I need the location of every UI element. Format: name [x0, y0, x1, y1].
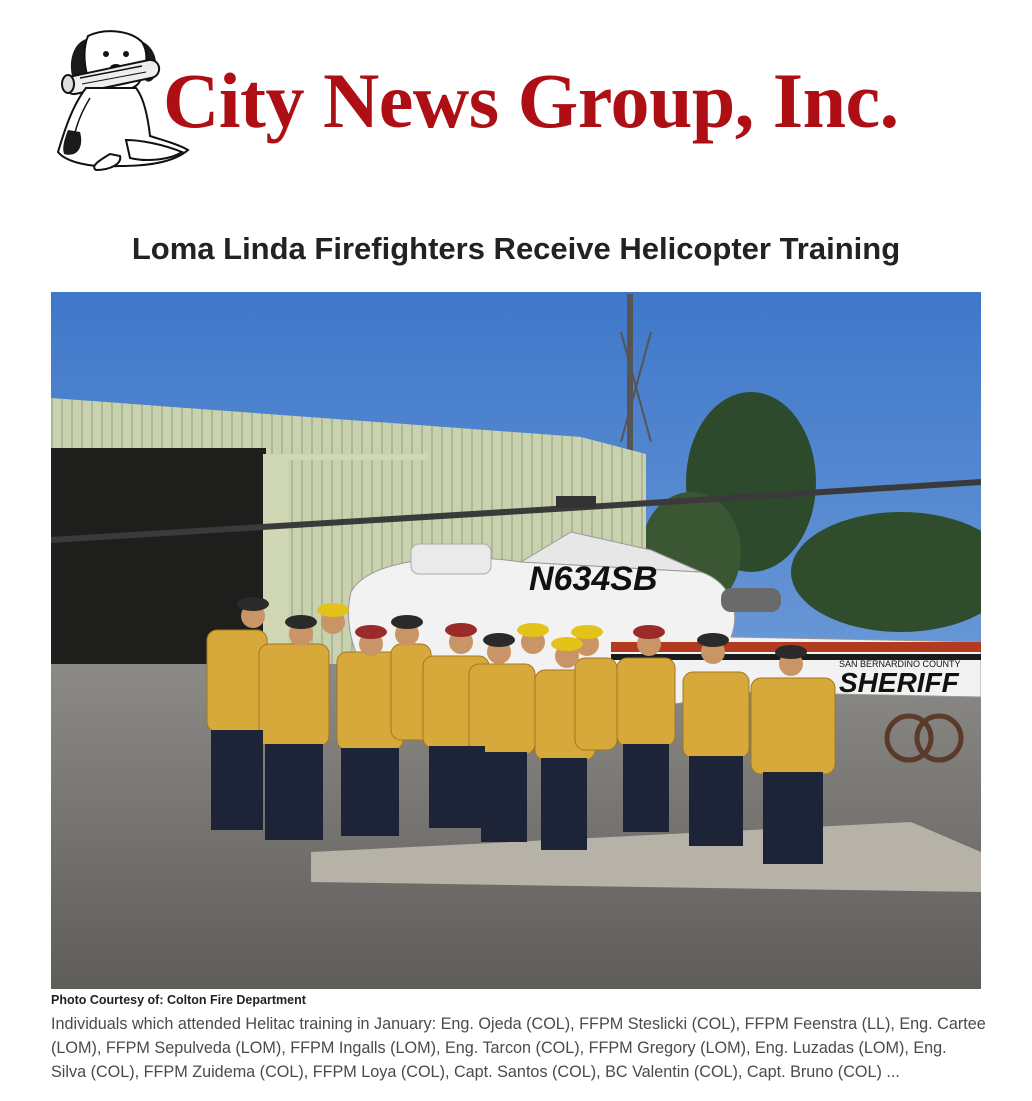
- tail-number: N634SB: [529, 560, 658, 598]
- helicopter-training-photo: [51, 292, 981, 989]
- county-label: SAN BERNARDINO COUNTY: [839, 659, 961, 669]
- sheriff-label: SHERIFF: [839, 667, 959, 698]
- brand-name: City News Group, Inc.: [163, 57, 899, 144]
- article-headline: Loma Linda Firefighters Receive Helicopter Training: [131, 230, 901, 266]
- photo-credit: Photo Courtesy of: Colton Fire Department: [51, 993, 306, 1007]
- photo-caption: Individuals which attended Helitac training in January: Eng. Ojeda (COL), FFPM Steslicki (COL), FFPM Feenstra (LL), Eng. Cartee (LOM), FFPM Sepulveda (LOM), FFPM Ingalls (LOM), Eng. Tarcon (COL), FFPM Gregory (LOM), Eng. Luzadas (LOM), Eng. Silva (COL), FFPM Zuidema (COL), FFPM Loya (COL), Capt. Santos (COL), BC Valentin (COL), Capt. Bruno (COL) ...: [51, 1015, 986, 1081]
- masthead: [50, 28, 980, 173]
- article-photo: [51, 292, 981, 989]
